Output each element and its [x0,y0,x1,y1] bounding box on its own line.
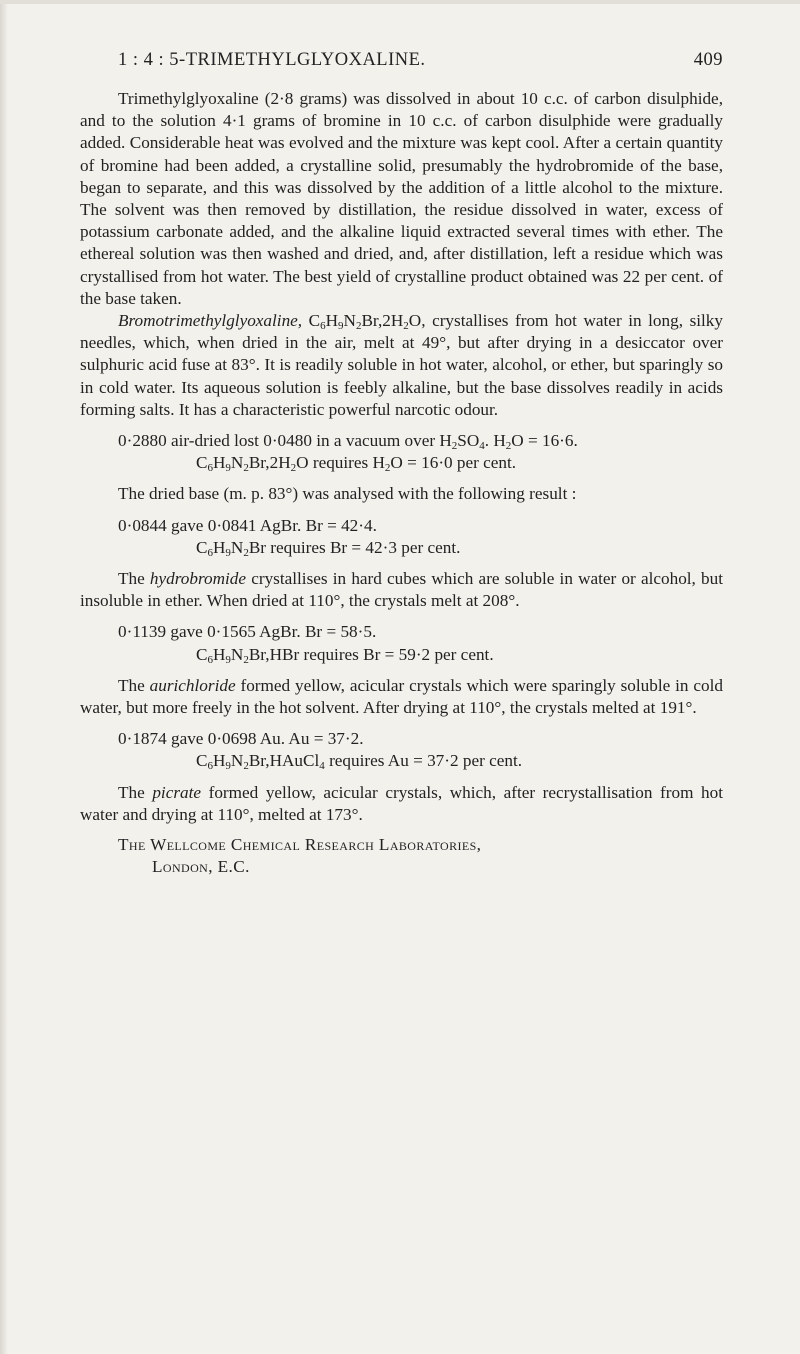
formula-subscript: 2 [384,462,391,475]
formula-text: H [212,453,226,473]
institution-name: The Wellcome Chemical Research Laboratories, [118,835,482,855]
formula-text: SO [457,431,480,451]
formula-text: H [325,311,339,331]
formula-text: Br,2H [361,311,404,331]
formula-subscript: 4 [319,760,325,773]
formula-text: N [230,537,244,557]
formula-text: N [343,311,356,331]
formula-subscript: 9 [225,653,231,666]
paragraph-bromo-compound [80,310,723,421]
formula-sulphuric-acid [439,431,490,453]
analysis-hydrobromide-found: 0·1139 gave 0·1565 AgBr. Br = 58·5. [118,622,377,642]
page-number: 409 [693,50,723,70]
paragraph-dried-base: The dried base (m. p. 83°) was analysed with the following result : [118,484,577,504]
signoff [80,834,723,878]
formula-text: C [196,751,208,771]
formula-text: Br,HBr [248,644,300,664]
formula-subscript: 2 [451,440,458,453]
compound-name-bromotrimethylglyoxaline: Bromotrimethylglyoxaline, [118,311,303,331]
formula-text: H [212,751,226,771]
formula-text: O, [408,311,426,331]
salt-name-aurichloride: aurichloride [149,675,236,695]
running-title: 1 : 4 : 5-TRIMETHYLGLYOXALINE. [118,50,426,70]
formula-text: H [212,537,226,557]
formula-subscript: 6 [207,462,213,475]
running-head [118,50,723,76]
analysis-water-loss: 0·2880 air-dried lost 0·0480 in a vacuum over $H_2SO_4$. $H_2O = 16\cdot 6$. [118,431,578,453]
analysis-bromine-required: $C_6H_9N_2Br$ requires Br = 42·3 per cent. [196,537,461,559]
institution-location: London, E.C. [152,857,250,877]
formula-text: . [484,431,490,451]
paragraph-preparation: Trimethylglyoxaline (2·8 grams) was dissolved in about 10 c.c. of carbon disulphide, and to the solution 4·1 grams of bromine in 10 c.c. of carbon disulphide were gradually added. Considerable heat was evolved and the mixture was kept cool. After a certain quantity of bromine had been added, a crystalline solid, presumably the hydrobromide of the base, began to separate, and this was dissolved by the addition of a little alcohol to the mixture. The solvent was then removed by distillation, the residue dissolved in water, excess of potassium carbonate added, and the alkaline liquid extracted several times with ether. The ethereal solution was then washed and dried, and, after distillation, left a residue which was crystallised from hot water. The best yield of crystalline product obtained was 22 per cent. of the base taken. [80,89,723,308]
formula-subscript: 2 [243,462,249,475]
page-edge-shadow [0,0,8,1354]
formula-subscript: 2 [290,462,297,475]
bromo-compound-description: crystallises from hot water in long, silky needles, which, when dried in the air, melt at 49°, but after drying in a desiccator over sulphuric acid fuse at 83°. It is readily soluble in hot water, alcohol, or ether, but sparingly so in cold water. Its aqueous solution is feebly alkaline, but the base dissolves readily in acids forming salts. It has a characteristic powerful narcotic odour. [80,311,723,419]
formula-text: H [212,644,226,664]
salt-name-picrate: picrate [152,782,202,802]
formula-text: H [439,431,452,451]
formula-base-dihydrate-plain [196,453,309,475]
paragraph-aurichloride: The aurichloride formed yellow, acicular crystals which were sparingly soluble in cold water, but more freely in the hot solvent. After drying at 110°, the crystals melted at 191°. [80,675,724,718]
formula-subscript: 2 [505,440,512,453]
formula-text: C [308,311,321,331]
formula-text: N [230,644,244,664]
article-body [80,88,723,879]
formula-text: H [372,453,385,473]
formula-subscript: 9 [225,462,231,475]
analysis-hydrobromide-required: $C_6H_9N_2Br,HBr$ requires Br = 59·2 per cent. [196,644,494,666]
formula-text: Br [248,537,266,557]
formula-subscript: 2 [403,320,409,333]
formula-text: O [511,431,524,451]
formula-subscript: 2 [243,760,249,773]
formula-text: Br,2H [248,453,291,473]
formula-text: Br,HAuCl [248,751,320,771]
formula-text: N [230,453,244,473]
paragraph-picrate: The picrate formed yellow, acicular crystals, which, after recrystallisation from hot water and drying at 110°, melted at 173°. [80,782,724,824]
formula-subscript: 2 [243,653,249,666]
formula-hydrobromide [196,645,299,664]
formula-subscript: 6 [207,546,213,559]
formula-subscript: 4 [479,440,485,453]
formula-subscript: 2 [243,546,249,559]
analysis-gold-required: $C_6H_9N_2Br,HAuCl_4$ requires Au = 37·2 per cent. [196,751,523,773]
formula-text: C [196,644,208,664]
formula-text: O [296,453,309,473]
formula-subscript: 9 [225,546,231,559]
formula-subscript: 9 [338,320,344,333]
formula-text: C [196,537,208,557]
formula-text: N [230,751,244,771]
formula-subscript: 2 [355,320,362,333]
formula-water-b [372,453,403,475]
formula-aurichloride [196,751,325,773]
formula-text: H [493,431,506,451]
analysis-bromine-found: 0·0844 gave 0·0841 AgBr. Br = 42·4. [118,515,377,535]
formula-water [493,431,524,453]
formula-text: O [390,453,403,473]
salt-name-hydrobromide: hydrobromide [149,569,247,589]
formula-text: C [196,453,208,473]
formula-subscript: 6 [320,320,326,333]
paragraph-hydrobromide: The hydrobromide crystallises in hard cubes which are soluble in water or alcohol, but insoluble in ether. When dried at 110°, the crystals melt at 208°. [80,569,724,611]
page-top-edge [0,0,800,4]
formula-subscript: 6 [207,653,213,666]
analysis-water-required: $C_6H_9N_2Br,2H_2O$ requires $H_2O = 16\cdot 0$ per cent. [196,453,517,475]
formula-subscript: 9 [225,760,231,773]
formula-base-dihydrate [308,311,426,333]
formula-subscript: 6 [207,760,213,773]
formula-base [196,538,266,557]
analysis-gold-found: 0·1874 gave 0·0698 Au. Au = 37·2. [118,729,364,749]
